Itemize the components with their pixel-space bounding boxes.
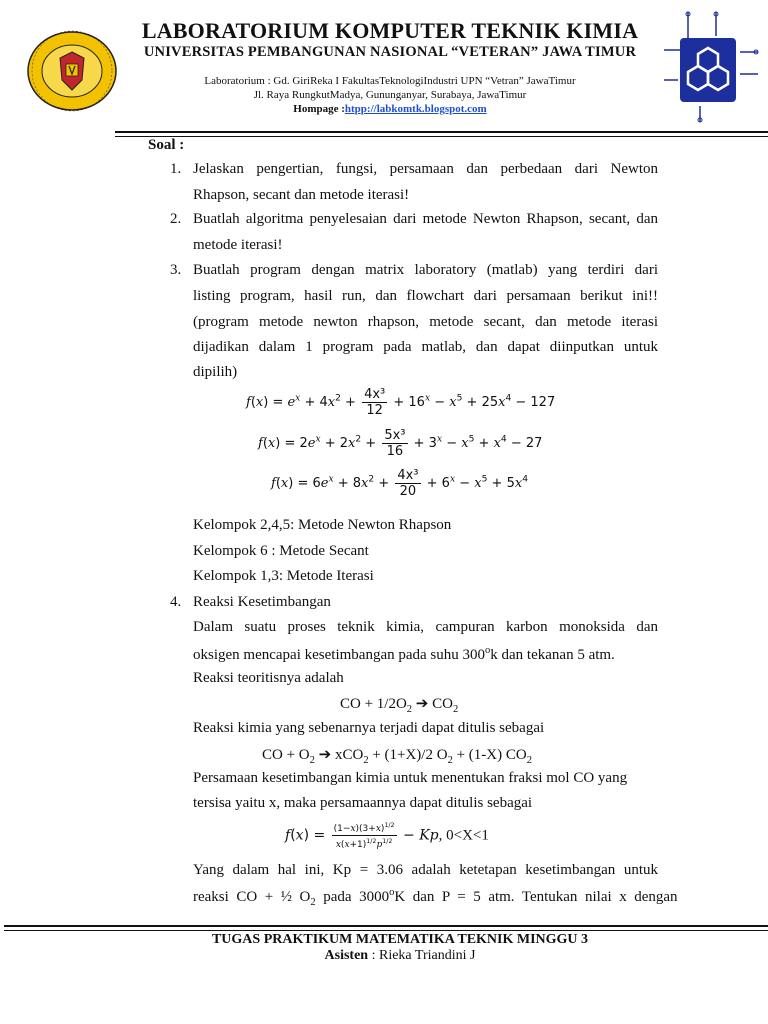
q4-line-5: Persamaan kesetimbangan kimia untuk menentukan fraksi mol CO yang bbox=[193, 770, 628, 786]
q2-line-1: Buatlah algoritma penyelesaian dari metode Newton Rhapson, secant, dan bbox=[193, 211, 658, 227]
eq3-numerator: 4x³ bbox=[397, 468, 419, 483]
eq2-numerator: 5x³ bbox=[384, 428, 406, 443]
asisten-label: Asisten bbox=[324, 948, 369, 963]
q4-line-2-text: oksigen mencapai kesetimbangan pada suhu 300$^o$k dan tekanan 5 atm. bbox=[193, 645, 615, 663]
eq3-denominator: 20 bbox=[399, 484, 417, 499]
eq1-numerator: 4x³ bbox=[364, 387, 386, 402]
q2-line-2: metode iterasi! bbox=[193, 237, 283, 253]
q3-line-4: dijadikan dalam 1 program pada matlab, dan dapat diinputkan untuk bbox=[193, 339, 658, 355]
address-line-2: Jl. Raya RungkutMadya, Gununganyar, Surabaya, JawaTimur bbox=[253, 89, 527, 101]
q4-line-4: Reaksi kimia yang sebenarnya terjadi dapat ditulis sebagai bbox=[193, 720, 545, 736]
footer-title: TUGAS PRAKTIKUM MATEMATIKA TEKNIK MINGGU 3 bbox=[211, 932, 589, 947]
q1-number: 1. bbox=[170, 161, 182, 177]
equation-4: f(x) = $\frac{(1-x)(3+x)^{1/2}}{x(x+1)^{1/2}p^{1/2}}$ − Kp, 0<X<1 bbox=[285, 822, 489, 850]
equation-2: $f(x) = 2e^x + 2x^2$ + $\frac{\text{5x³}}{16}$ + $3^x - x^5 + x^4 - 27$ bbox=[258, 428, 543, 459]
kelompok-iterasi: Kelompok 1,3: Metode Iterasi bbox=[193, 568, 374, 584]
q4-line-8-text: reaksi CO + ½ $O_2$ pada 3000$^o$K dan P = 5 atm. Tentukan nilai x dengan bbox=[193, 887, 678, 908]
q4-line-1: Dalam suatu proses teknik kimia, campuran karbon monoksida dan bbox=[193, 619, 658, 635]
homepage-link[interactable]: htpp://labkomtk.blogspot.com bbox=[344, 103, 487, 115]
q4-line-2 bbox=[193, 645, 658, 664]
soal-heading: Soal : bbox=[148, 137, 185, 153]
q3-line-2: listing program, hasil run, dan flowchart dari persamaan berikut ini!! bbox=[193, 288, 658, 304]
q4-line-6: tersisa yaitu x, maka persamaannya dapat ditulis sebagai bbox=[193, 795, 533, 811]
q1-line-2: Rhapson, secant dan metode iterasi! bbox=[193, 187, 410, 203]
header-divider-thin bbox=[115, 136, 768, 137]
q4-number: 4. bbox=[170, 594, 182, 610]
homepage-line bbox=[120, 102, 660, 116]
q2-number: 2. bbox=[170, 211, 182, 227]
header-divider bbox=[115, 131, 768, 133]
eq1-denominator: 12 bbox=[366, 403, 383, 418]
footer-asisten bbox=[0, 948, 768, 964]
address-line-1: Laboratorium : Gd. GiriReka I FakultasTeknologiIndustri UPN “Vetran” JawaTimur bbox=[204, 75, 576, 87]
asisten-name: : Rieka Triandini J bbox=[368, 948, 476, 963]
q3-line-5: dipilih) bbox=[193, 364, 238, 380]
q4-line-3: Reaksi teoritisnya adalah bbox=[193, 670, 344, 686]
lab-logo bbox=[660, 10, 760, 125]
university-logo bbox=[26, 30, 118, 112]
q3-number: 3. bbox=[170, 262, 182, 278]
q3-line-1: Buatlah program dengan matrix laboratory (matlab) yang terdiri dari bbox=[193, 262, 658, 278]
reaction-theoretical: CO + $1/2O_2$ ➔ $CO_2$ bbox=[340, 694, 459, 715]
footer-divider bbox=[4, 925, 768, 927]
q4-line-7: Yang dalam hal ini, Kp = 3.06 adalah ketetapan kesetimbangan untuk bbox=[193, 862, 658, 878]
eq2-denominator: 16 bbox=[386, 444, 404, 459]
reaction-actual: CO + $O_2$ ➔ xCO$_2$ + (1+X)/2 $O_2 + (1-X)$ $CO_2$ bbox=[262, 745, 532, 766]
footer-divider-thin bbox=[4, 930, 768, 931]
q1-line-1: Jelaskan pengertian, fungsi, persamaan dan perbedaan dari Newton bbox=[193, 161, 658, 177]
kelompok-newton: Kelompok 2,4,5: Metode Newton Rhapson bbox=[193, 517, 452, 533]
lab-title: LABORATORIUM KOMPUTER TEKNIK KIMIA bbox=[141, 18, 639, 43]
university-subtitle: UNIVERSITAS PEMBANGUNAN NASIONAL “VETERAN” JAWA TIMUR bbox=[143, 44, 637, 60]
kelompok-secant: Kelompok 6 : Metode Secant bbox=[193, 543, 369, 559]
q3-line-3: (program metode newton rhapson, metode secant, dan metode iterasi bbox=[193, 314, 658, 330]
q4-line-8 bbox=[193, 887, 678, 908]
equation-3: $f(x) = 6e^x + 8x^2$ + $\frac{\text{4x³}}{20}$ + $6^x - x^5 + 5x^4$ bbox=[271, 468, 528, 499]
homepage-label: Hompage : bbox=[293, 103, 345, 115]
equation-1: $f(x) = e^x + 4x^2$ + $\frac{\text{4x³}}{12}$ + $16^x - x^5 + 25x^4 - 127$ bbox=[246, 387, 556, 418]
q4-title: Reaksi Kesetimbangan bbox=[193, 594, 331, 610]
